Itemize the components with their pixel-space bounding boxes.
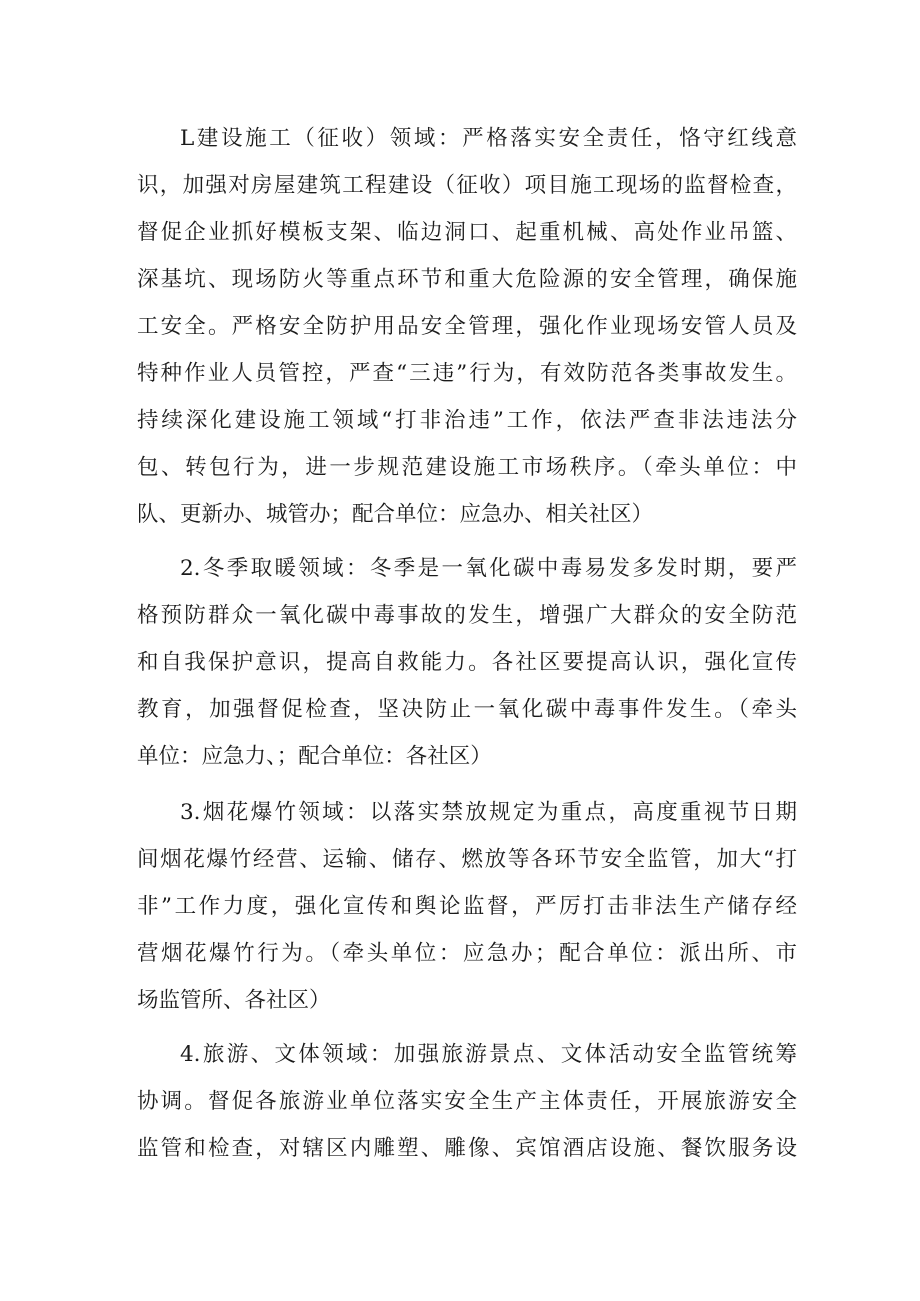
paragraph-line: 教育，加强督促检查，坚决防止一氧化碳中毒事件发生。（牵头 <box>137 697 797 722</box>
paragraph-line: 单位：应急力、；配合单位：各社区） <box>137 744 492 769</box>
paragraph-tourism-culture <box>137 1031 797 1172</box>
paragraph-line: 特种作业人员管控，严查“三违”行为，有效防范各类事故发生。 <box>137 361 797 386</box>
paragraph-line: 深基坑、现场防火等重点环节和重大危险源的安全管理，确保施 <box>137 267 797 292</box>
paragraph-line: 包、转包行为，进一步规范建设施工市场秩序。（牵头单位：中 <box>137 455 797 480</box>
paragraph-winter-heating <box>137 545 797 780</box>
paragraph-line: 识，加强对房屋建筑工程建设（征收）项目施工现场的监督检查， <box>137 173 797 198</box>
paragraph-line: 营烟花爆竹行为。（牵头单位：应急办；配合单位：派出所、市 <box>137 941 797 966</box>
paragraph-line: 持续深化建设施工领域“打非治违”工作，依法严查非法违法分 <box>137 408 797 433</box>
paragraph-line: 工安全。严格安全防护用品安全管理，强化作业现场安管人员及 <box>137 314 797 339</box>
paragraph-line: 队、更新办、城管办；配合单位：应急办、相关社区） <box>137 502 654 527</box>
paragraph-line: 4.旅游、文体领域：加强旅游景点、文体活动安全监管统筹 <box>180 1042 797 1067</box>
paragraph-line: 3.烟花爆竹领域：以落实禁放规定为重点，高度重视节日期 <box>180 800 797 825</box>
paragraph-line: 督促企业抓好模板支架、临边洞口、起重机械、高处作业吊篮、 <box>137 220 797 245</box>
paragraph-line: L建设施工（征收）领域：严格落实安全责任，恪守红线意 <box>180 126 797 151</box>
paragraph-line: 协调。督促各旅游业单位落实安全生产主体责任，开展旅游安全 <box>137 1089 797 1114</box>
paragraph-line: 间烟花爆竹经营、运输、储存、燃放等各环节安全监管，加大“打 <box>137 847 797 872</box>
paragraph-line: 2.冬季取暖领域：冬季是一氧化碳中毒易发多发时期，要严 <box>180 556 797 581</box>
paragraph-line: 非”工作力度，强化宣传和舆论监督，严厉打击非法生产储存经 <box>137 894 797 919</box>
paragraph-line: 格预防群众一氧化碳中毒事故的发生，增强广大群众的安全防范 <box>137 603 797 628</box>
paragraph-line: 监管和检查，对辖区内雕塑、雕像、宾馆酒店设施、餐饮服务设 <box>137 1136 797 1161</box>
paragraph-construction <box>137 115 797 538</box>
paragraph-line: 场监管所、各社区） <box>137 988 331 1013</box>
paragraph-fireworks <box>137 789 797 1024</box>
paragraph-line: 和自我保护意识，提高自救能力。各社区要提高认识，强化宣传 <box>137 650 797 675</box>
